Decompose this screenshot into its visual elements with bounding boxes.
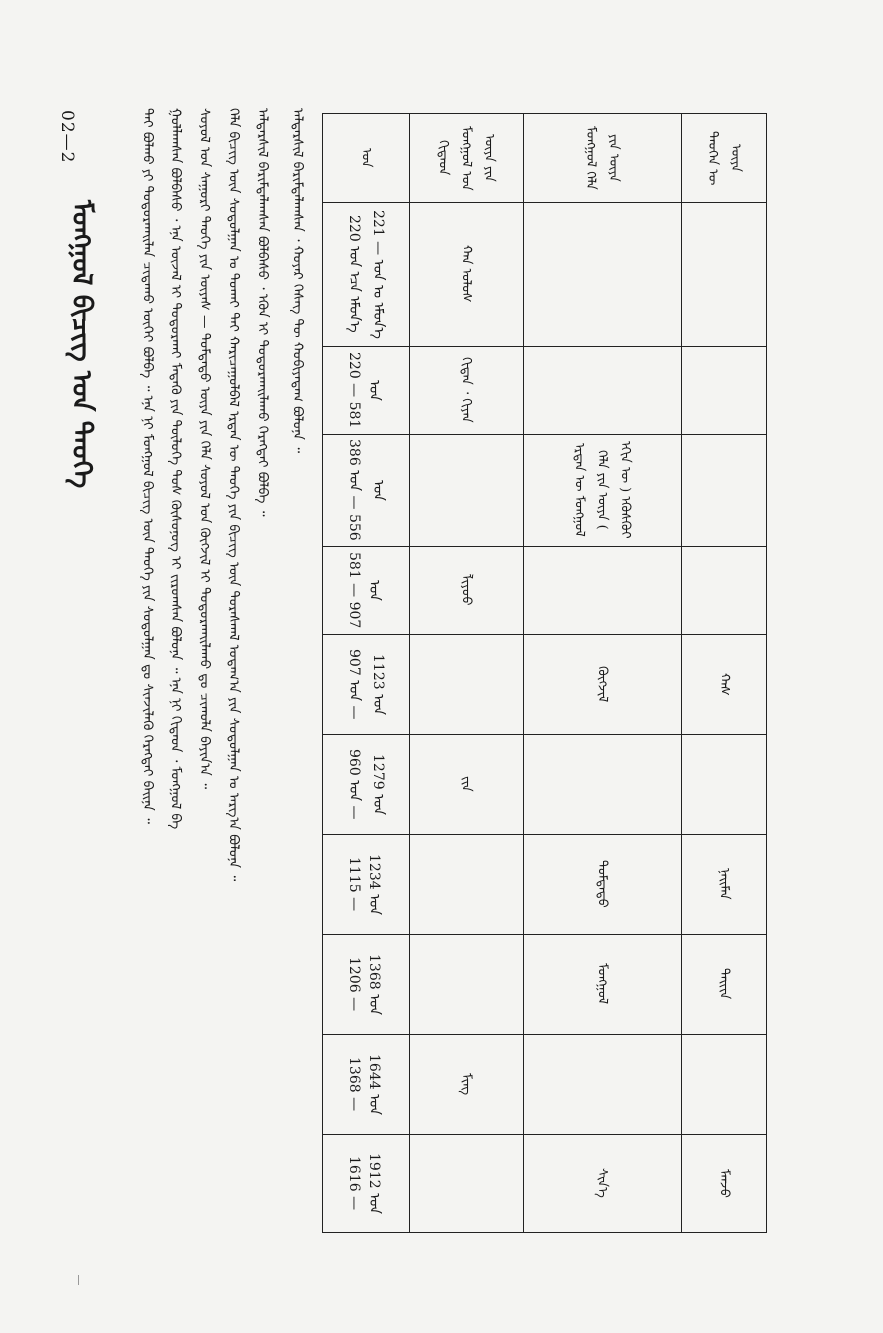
scan-mark: [78, 1275, 79, 1285]
history-table: [322, 113, 767, 1233]
dynasty-cell: ᠬᠠᠨ ᠤᠯᠤᠰ: [458, 245, 474, 303]
year-cell: 581 — 907 ᠣᠨ: [346, 551, 382, 629]
paragraph-line: ᠲᠠᠢ ᠪᠣᠯᠬᠣ ᠶᠢ ᠲᠣᠳᠣᠷᠬᠠᠢᠯᠠᠨ ᠴᠢᠳᠠᠬᠤ ᠦᠭᠡᠢ ᠪᠣᠯᠪᠠ ᠃ ᠡᠨᠡ ᠨᠢ ᠮᠣᠩᠭᠣᠯ ᠪᠢᠴᠢᠭ ᠦᠨ ᠲᠡᠦᠬᠡ ᠶᠢᠨ ᠰᠤᠳᠤᠯᠭᠠᠨ ᠳᠤ ᠰᠢᠨᠵᠢᠯᠡᠬᠦ ᠬᠡᠷᠡᠭᠲᠡᠢ ᠪᠠᠢᠨᠠ ᠃: [139, 108, 156, 824]
year-cell: 907 ᠣᠨ — 1123 ᠣᠨ: [346, 648, 386, 720]
dynasty-cell: ᠮᠢᠩ: [458, 1072, 474, 1096]
header-cell: ᠮᠠᠨᠵᠤ: [716, 1168, 732, 1198]
period-cell: ᠳᠤᠮᠳᠠᠳᠤ: [594, 860, 610, 908]
year-cell: 386 ᠣᠨ — 556 ᠣᠨ: [346, 439, 386, 541]
header-cell: ᠨᠠᠢᠮᠠᠨ: [716, 868, 732, 900]
year-cell: 1368 — 1644 ᠣᠨ: [346, 1053, 382, 1115]
dynasty-cell: ᠬᠢᠲᠠᠳ ᠮᠣᠩᠭᠣᠯ ᠤᠨ ᠦᠶᠡ ᠶᠢᠨ: [435, 125, 497, 191]
header-cell: ᠬᠠᠰ: [716, 672, 732, 696]
period-cell: ᠮᠣᠩᠭᠣᠯ ᠬᠡᠯᠡ ᠶᠢᠨ ᠦᠶᠡ: [583, 126, 621, 190]
paragraph-line: ᠭᠣᠯᠯᠠᠭᠰᠠᠨ ᠪᠣᠯᠪᠠᠰᠤ ᠂ ᠡᠨᠡ ᠦᠵᠡᠯ ᠢ ᠲᠣᠳᠣᠷᠬᠠᠢ ᠮᠡᠳᠡᠬᠦ ᠶᠢᠨ ᠲᠦᠯᠦᠭᠡ ᠲᠤᠰ ᠬᠦᠰᠦᠨᠦᠭ ᠢ ᠵᠢᠷᠤᠭᠰᠠᠨ ᠪᠣᠯᠤᠨᠠ ᠃ ᠡᠨᠡ ᠨᠢ ᠬᠢᠲᠠᠳ ᠂ ᠮᠣᠩᠭᠣᠯ ᠪᠠ: [167, 108, 184, 830]
period-cell: ᠮᠣᠩᠭᠣᠯ: [594, 963, 610, 1005]
dynasty-cell: ᠬᠢᠲᠠᠨ ᠂ ᠬᠢᠶᠠᠨ: [458, 357, 474, 423]
paragraph-line: ᠰᠣᠶᠣᠯ ᠤᠨ ᠰᠠᠭᠤᠷᠢ ᠲᠡᠦᠬᠡ ᠶᠢᠨ ᠦᠶᠡᠰ — ᠳᠤᠮᠳᠠᠳᠤ ᠦᠶᠡ ᠶᠢᠨ ᠬᠡᠯᠡ ᠰᠣᠶᠣᠯ ᠤᠨ ᠬᠥᠭᠵᠢᠯ ᠢ ᠲᠣᠳᠣᠷᠬᠠᠢᠯᠠᠬᠤ ᠳᠤ ᠴᠢᠬᠤᠯᠠ ᠪᠠᠶᠢᠨ᠎ᠠ ᠃: [196, 108, 213, 790]
period-cell: ᠬᠥᠭᠵᠢᠯ: [594, 665, 610, 703]
footer-line: ᠠᠯᠳᠠᠷᠰᠢᠯ ᠪᠠᠷᠢᠮᠲᠠᠯᠠᠭᠰᠠᠨ ᠂ ᠬᠣᠶᠠᠷ ᠬᠡᠰᠡᠭ ᠲᠦ ᠬᠤᠪᠢᠶᠠᠳᠠᠭ ᠪᠣᠯᠤᠨᠠ ᠃: [289, 108, 306, 454]
year-cell: 1616 — 1912 ᠣᠨ: [346, 1152, 382, 1214]
dynasty-cell: ᠯᠢᠶᠣᠣ: [458, 574, 474, 606]
paragraph-line: ᠬᠡᠯᠡ ᠪᠢᠴᠢᠭ ᠦᠨ ᠰᠤᠳᠤᠯᠭᠠᠨ ᠤ ᠲᠤᠬᠠᠢ ᠲᠠᠢ ᠬᠠᠷᠢᠴᠠᠭᠤᠯᠪᠠᠯ ᠡᠷᠲᠡᠨ ᠦ ᠲᠡᠦᠬᠡ ᠶᠢᠨ ᠪᠢᠴᠢᠭ ᠦᠨ ᠳᠤᠷᠠᠰᠬᠠᠯ ᠤᠳᠠᠭ᠎ᠠ ᠶᠢᠨ ᠰᠤᠳᠤᠯᠭᠠᠨ ᠤ ᠠᠷᠭ᠎ᠠ ᠪᠣᠯᠤᠨᠠ ᠃: [225, 108, 242, 882]
paragraph-line: ᠠᠯᠳᠠᠷᠰᠢᠯ ᠪᠠᠷᠢᠮᠲᠠᠯᠠᠭᠰᠠᠨ ᠪᠣᠯᠪᠠᠰᠤ ᠂ ᠡᠭᠦᠨ ᠢ ᠲᠣᠳᠣᠷᠬᠠᠢᠯᠠᠬᠤ ᠬᠡᠷᠡᠭᠲᠡᠢ ᠪᠣᠯᠪᠠ ᠃: [254, 108, 271, 517]
year-cell: 1115 — 1234 ᠣᠨ: [346, 853, 382, 915]
year-cell: 960 ᠣᠨ — 1279 ᠣᠨ: [346, 748, 386, 820]
running-title: ᠮᠣᠩᠭᠣᠯ ᠪᠢᠴᠢᠭ ᠤᠨ ᠲᠡᠦᠬᠡ: [66, 200, 97, 489]
period-cell: ᠰᠢᠨ᠎ᠡ: [594, 1168, 610, 1198]
page-number: 02—2: [57, 110, 77, 164]
year-cell: 220 ᠣᠨ ᠡᠴᠡ ᠡᠮᠦᠨ᠎ᠡ 221 — ᠣᠨ ᠤ ᠡᠮᠦᠨ᠎ᠡ: [346, 209, 386, 339]
year-cell: 1206 — 1368 ᠣᠨ: [346, 953, 382, 1015]
year-cell: 220 — 581 ᠣᠨ: [346, 351, 382, 429]
header-cell: ᠳᠠᠢᠢᠨ: [716, 968, 732, 1000]
period-cell: ᠡᠷᠲᠡᠨ ᠦ ᠮᠣᠩᠭᠣᠯ ᠬᠡᠯᠡ ᠶᠢᠨ ᠦᠶᠡ ( ᠡᠬᠢᠨ ᠦ ) ᠡᠭᠦᠰᠬᠦᠢ: [571, 441, 633, 539]
header-cell: ᠲᠡᠦᠬᠡᠨ ᠦ ᠦᠶᠡ: [705, 130, 743, 186]
dynasty-cell: ᠵᠢᠨ: [458, 776, 474, 792]
year-cell: ᠣᠨ: [358, 148, 374, 168]
